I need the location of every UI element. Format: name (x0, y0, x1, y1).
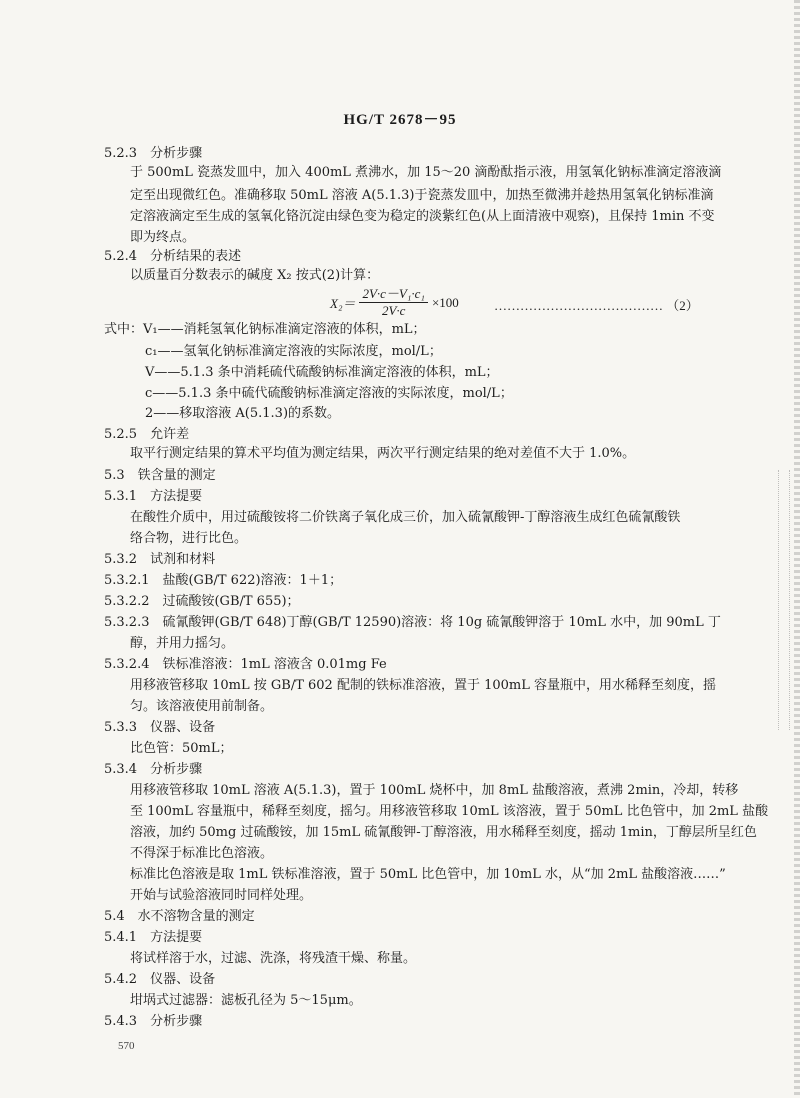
formula-denominator: 2V·c (381, 303, 406, 318)
paragraph-line: 定溶液滴定至生成的氢氧化铬沉淀由绿色变为稳定的淡紫红色(从上面清液中观察)，且保持 1min 不变 (130, 209, 715, 224)
formula-factor: ×100 (431, 294, 459, 310)
paragraph-line: 取平行测定结果的算术平均值为测定结果，两次平行测定结果的绝对差值不大于 1.0%。 (130, 446, 636, 461)
variable-definition: V——5.1.3 条中消耗硫代硫酸钠标准滴定溶液的体积，mL； (145, 365, 499, 380)
list-item: 5.3.2.2 过硫酸铵(GB/T 655)； (104, 594, 300, 609)
formula-numerator: 2V·c－V₁·c₁ (359, 286, 427, 303)
paragraph-line: 用移液管移取 10mL 溶液 A(5.1.3)，置于 100mL 烧杯中，加 8mL 盐酸溶液，煮沸 2min，冷却，转移 (130, 783, 739, 798)
page-number: 570 (118, 1040, 135, 1052)
paragraph-line: 定至出现微红色。准确移取 50mL 溶液 A(5.1.3)于瓷蒸发皿中，加热至微沸并趁热用氢氧化钠标准滴 (130, 188, 714, 203)
section-heading: 5.4.3 分析步骤 (104, 1014, 203, 1029)
section-heading: 5.3 铁含量的测定 (104, 468, 216, 483)
paragraph-line: 醇，并用力摇匀。 (130, 636, 235, 651)
paragraph-line: 以质量百分数表示的碱度 X₂ 按式(2)计算： (130, 268, 380, 283)
section-heading: 5.3.1 方法提要 (104, 489, 203, 504)
paragraph-line: 开始与试验溶液同时同样处理。 (130, 888, 313, 903)
paragraph-line: 至 100mL 容量瓶中，稀释至刻度，摇匀。用移液管移取 10mL 该溶液，置于 50mL 比色管中，加 2mL 盐酸 (130, 804, 769, 819)
section-heading: 5.2.5 允许差 (104, 427, 190, 442)
variable-definition: 2——移取溶液 A(5.1.3)的系数。 (145, 406, 341, 421)
paragraph-line: 于 500mL 瓷蒸发皿中，加入 400mL 煮沸水，加 15～20 滴酚酞指示液，用氢氧化钠标准滴定溶液滴 (130, 165, 722, 180)
formula-lhs: X₂＝ (330, 296, 356, 311)
formula-number: （2） (666, 298, 699, 313)
section-heading: 5.2.3 分析步骤 (104, 146, 203, 161)
paragraph-line: 溶液，加约 50mg 过硫酸铵，加 15mL 硫氰酸钾-丁醇溶液，用水稀释至刻度，摇动 1min，丁醇层所呈红色 (130, 825, 757, 840)
variable-definition: c₁——氢氧化钠标准滴定溶液的实际浓度，mol/L； (145, 344, 442, 359)
paragraph-line: 不得深于标准比色溶液。 (130, 846, 274, 861)
variable-definition: 式中：V₁——消耗氢氧化钠标准滴定溶液的体积，mL； (104, 322, 426, 337)
paragraph-line: 标准比色溶液是取 1mL 铁标准溶液，置于 50mL 比色管中，加 10mL 水，从“加 2mL 盐酸溶液……” (130, 867, 726, 882)
list-item: 5.3.2.3 硫氰酸钾(GB/T 648)丁醇(GB/T 12590)溶液：将 10g 硫氰酸钾溶于 10mL 水中，加 90mL 丁 (104, 615, 721, 630)
section-heading: 5.4.1 方法提要 (104, 930, 203, 945)
paragraph-line: 即为终点。 (130, 230, 196, 245)
formula-2 (330, 286, 459, 319)
variable-definition: c——5.1.3 条中硫代硫酸钠标准滴定溶液的实际浓度，mol/L； (145, 386, 513, 401)
section-heading: 5.3.3 仪器、设备 (104, 720, 216, 735)
list-item: 5.3.2.4 铁标准溶液：1mL 溶液含 0.01mg Fe (104, 657, 387, 672)
list-item: 5.3.2.1 盐酸(GB/T 622)溶液：1＋1； (104, 573, 343, 588)
binding-marks (778, 470, 790, 730)
paragraph-line: 匀。该溶液使用前制备。 (130, 699, 274, 714)
section-heading: 5.4.2 仪器、设备 (104, 972, 216, 987)
paragraph-line: 在酸性介质中，用过硫酸铵将二价铁离子氧化成三价，加入硫氰酸钾-丁醇溶液生成红色硫氰酸铁 (130, 510, 681, 525)
section-heading: 5.3.2 试剂和材料 (104, 552, 216, 567)
section-heading: 5.4 水不溶物含量的测定 (104, 909, 255, 924)
paragraph-line: 坩埚式过滤器：滤板孔径为 5～15μm。 (130, 993, 362, 1008)
section-heading: 5.3.4 分析步骤 (104, 762, 203, 777)
paragraph-line: 将试样溶于水，过滤、洗涤，将残渣干燥、称量。 (130, 951, 417, 966)
paragraph-line: 络合物，进行比色。 (130, 531, 248, 546)
formula-leader (494, 295, 699, 314)
formula-dots: ………………………………… (494, 298, 663, 313)
binding-edge (794, 0, 800, 1098)
paragraph-line: 比色管：50mL； (130, 741, 233, 756)
paragraph-line: 用移液管移取 10mL 按 GB/T 602 配制的铁标准溶液，置于 100mL 容量瓶中，用水稀释至刻度，摇 (130, 678, 717, 693)
formula-fraction (359, 286, 427, 319)
standard-header: HG/T 2678－95 (343, 112, 457, 128)
section-heading: 5.2.4 分析结果的表述 (104, 249, 242, 264)
